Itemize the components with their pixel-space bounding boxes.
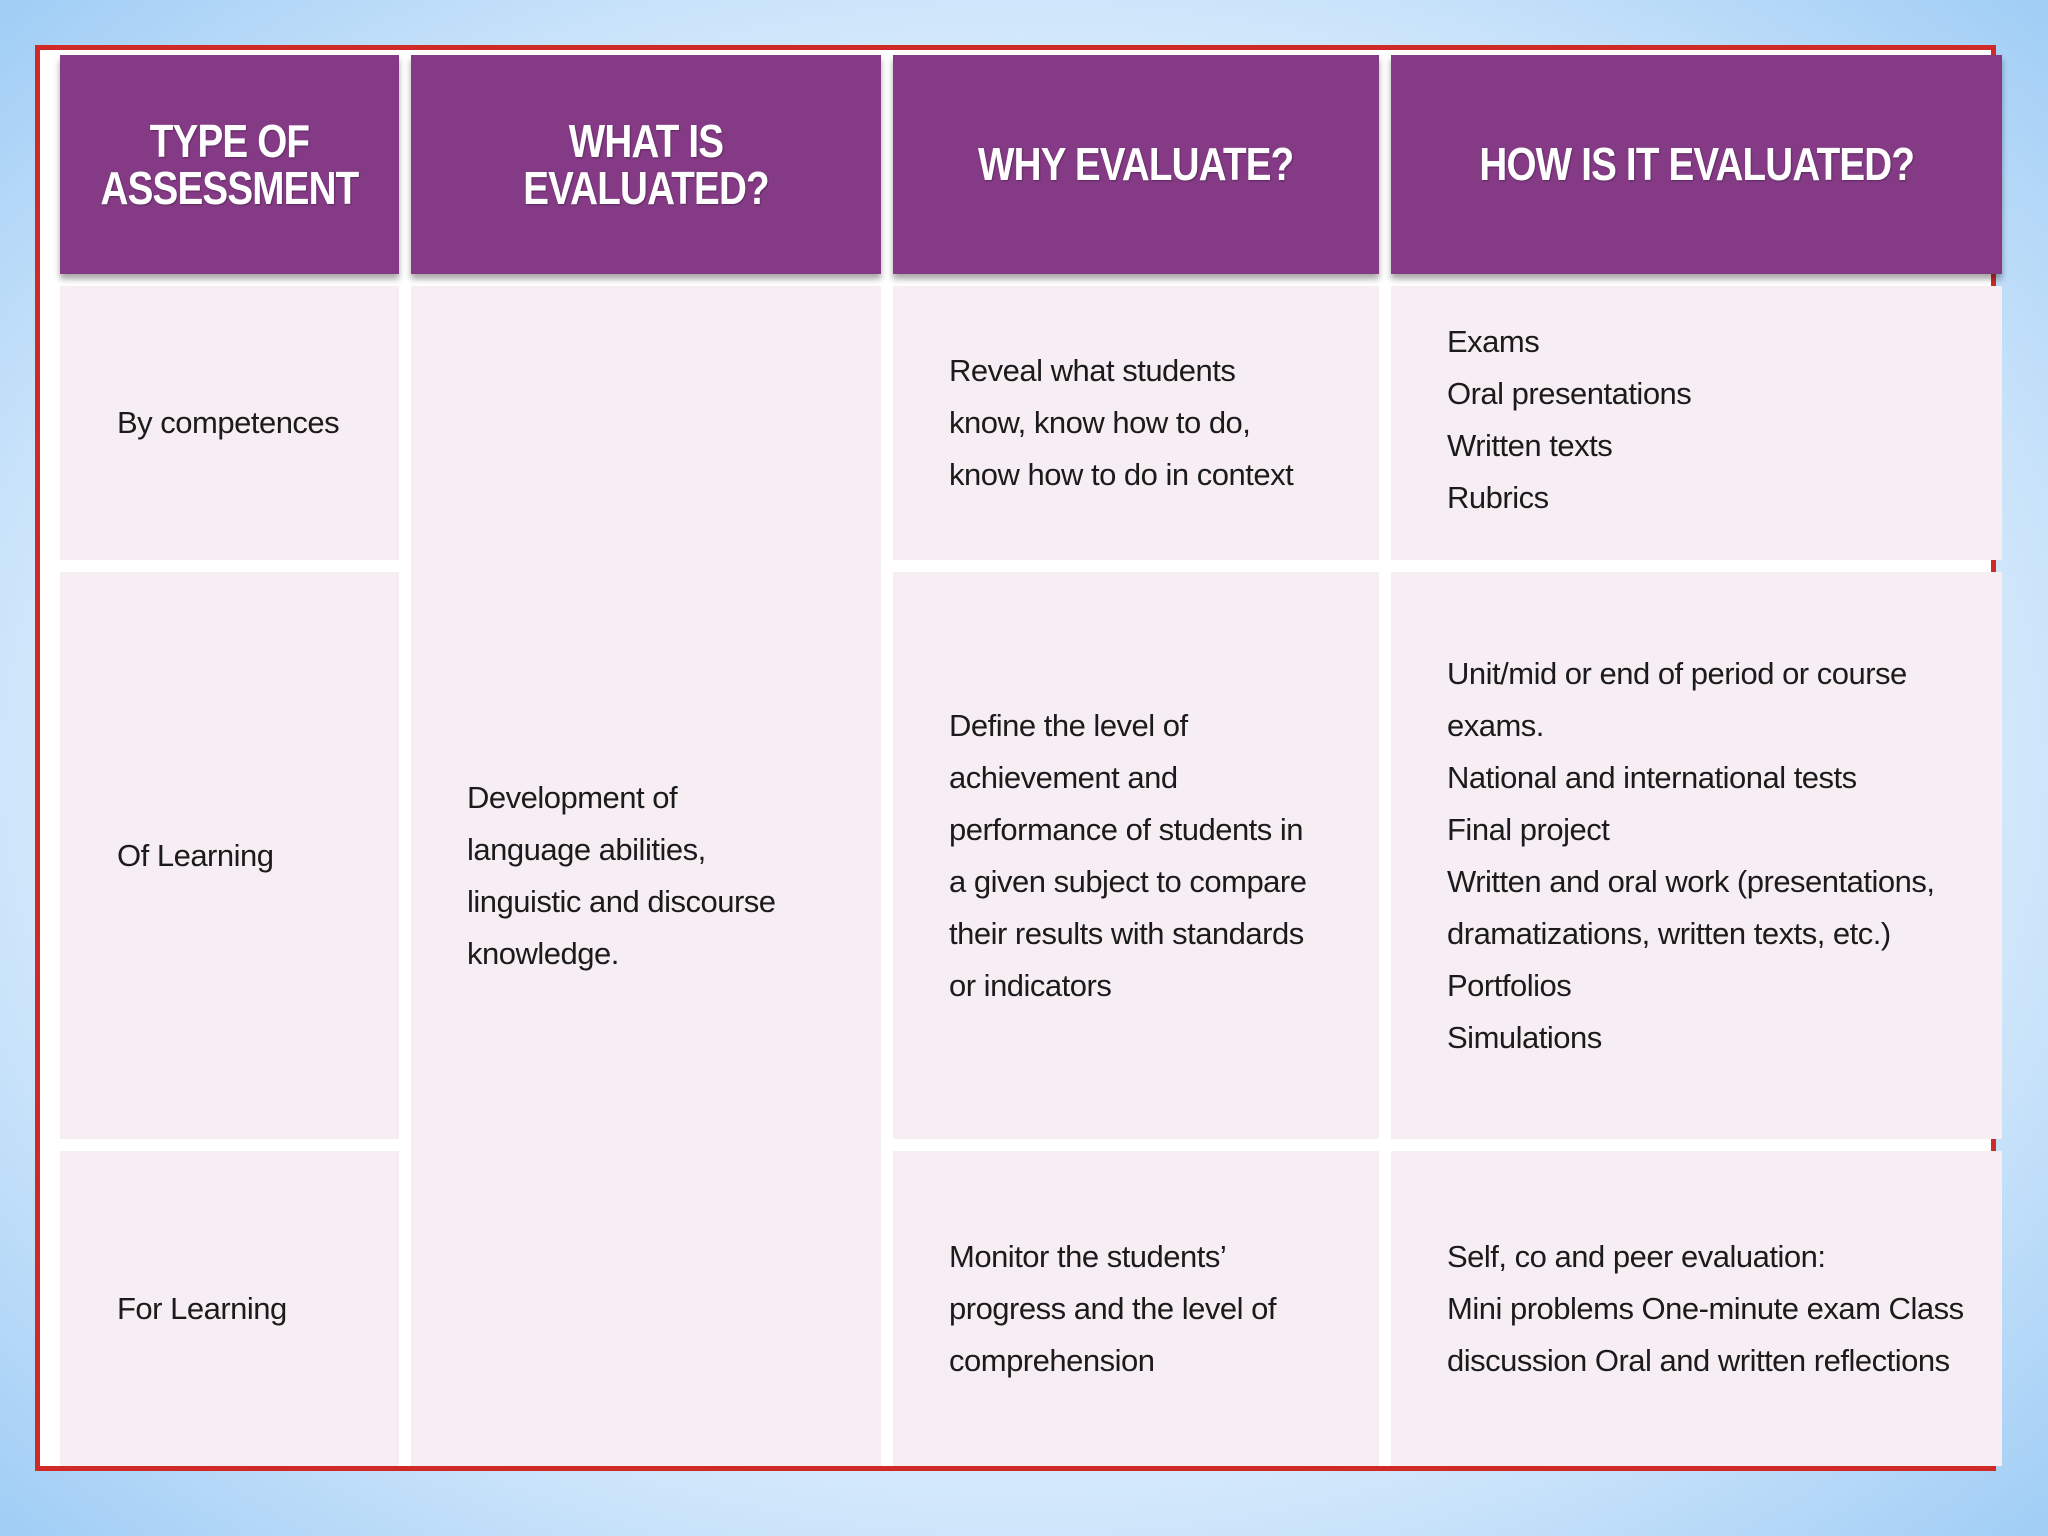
text-line: Reveal what students <box>949 353 1236 388</box>
text-line: comprehension <box>949 1342 1155 1378</box>
header-how-is-it-evaluated <box>1391 55 2002 274</box>
text-line: knowledge. <box>467 936 619 971</box>
text-line: linguistic and discourse <box>467 884 776 919</box>
text-line: Monitor the students’ <box>949 1238 1227 1274</box>
text-line: know how to do in context <box>949 457 1294 492</box>
how-cell-by-competences <box>1391 286 2002 560</box>
how-list <box>1447 648 1935 1064</box>
assessment-table <box>60 55 1991 1466</box>
slide-frame <box>35 45 1996 1471</box>
list-item: Final project <box>1447 811 1610 847</box>
text-line: performance of students in <box>949 811 1304 847</box>
list-item: discussion Oral and written reflections <box>1447 1342 1950 1378</box>
why-cell-by-competences <box>893 286 1379 560</box>
header-label: WHY EVALUATE? <box>978 138 1294 190</box>
list-item: Unit/mid or end of period or course <box>1447 655 1907 691</box>
text-line: language abilities, <box>467 832 706 867</box>
type-cell-for-learning <box>60 1151 399 1466</box>
why-text <box>949 345 1293 501</box>
header-label: WHAT IS EVALUATED? <box>523 114 769 214</box>
why-cell-of-learning <box>893 572 1379 1139</box>
how-cell-of-learning <box>1391 572 2002 1139</box>
header-what-is-evaluated <box>411 55 881 274</box>
text-line: Development of <box>467 780 678 815</box>
list-item: Written texts <box>1447 428 1613 463</box>
list-item: Self, co and peer evaluation: <box>1447 1238 1826 1274</box>
text-line: their results with standards <box>949 915 1304 951</box>
how-cell-for-learning <box>1391 1151 2002 1466</box>
text-line: know, know how to do, <box>949 405 1251 440</box>
list-item: Oral presentations <box>1447 376 1692 411</box>
how-list <box>1447 316 1691 524</box>
list-item: Written and oral work (presentations, <box>1447 863 1935 899</box>
why-text <box>949 700 1307 1012</box>
how-list <box>1447 1231 1964 1387</box>
type-cell-of-learning <box>60 572 399 1139</box>
why-text <box>949 1231 1276 1387</box>
why-cell-for-learning <box>893 1151 1379 1466</box>
list-item: Rubrics <box>1447 480 1549 515</box>
what-text <box>467 772 776 980</box>
list-item: exams. <box>1447 707 1544 743</box>
list-item: Simulations <box>1447 1019 1602 1055</box>
list-item: Portfolios <box>1447 967 1572 1003</box>
list-item: National and international tests <box>1447 759 1857 795</box>
list-item: dramatizations, written texts, etc.) <box>1447 915 1891 951</box>
type-label: Of Learning <box>117 837 274 873</box>
text-line: or indicators <box>949 967 1112 1003</box>
text-line: achievement and <box>949 759 1178 795</box>
what-cell-shared <box>411 286 881 1466</box>
type-label: For Learning <box>117 1290 287 1326</box>
text-line: a given subject to compare <box>949 863 1307 899</box>
header-label: TYPE OF ASSESSMENT <box>100 114 359 214</box>
header-label: HOW IS IT EVALUATED? <box>1479 138 1914 190</box>
text-line: progress and the level of <box>949 1290 1276 1326</box>
type-cell-by-competences <box>60 286 399 560</box>
header-type-of-assessment <box>60 55 399 274</box>
header-why-evaluate <box>893 55 1379 274</box>
text-line: Define the level of <box>949 707 1188 743</box>
list-item: Exams <box>1447 324 1540 359</box>
list-item: Mini problems One-minute exam Class <box>1447 1290 1964 1326</box>
type-label: By competences <box>117 405 340 440</box>
